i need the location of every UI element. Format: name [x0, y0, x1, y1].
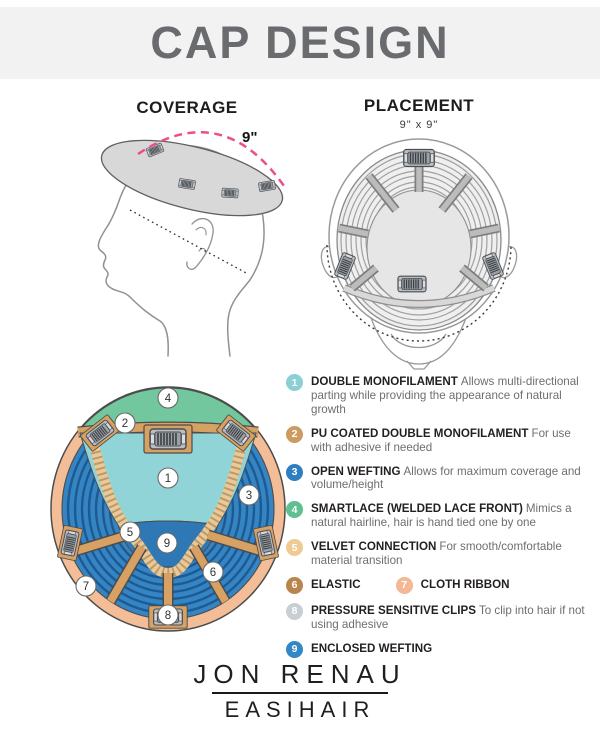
legend-item-desc: Allows for maximum coverage and volume/height [311, 464, 581, 492]
legend-item-title: SMARTLACE (WELDED LACE FRONT) [311, 502, 523, 516]
svg-text:7: 7 [82, 581, 90, 593]
callout-9 [157, 533, 177, 553]
brand-name-easihair: EASIHAIR [224, 697, 376, 722]
legend-number-badge: 7 [396, 577, 413, 594]
legend-item-desc: To clip into hair if not using adhesive [311, 603, 585, 631]
legend-item-title: VELVET CONNECTION [311, 540, 437, 554]
legend-number-badge: 8 [286, 603, 303, 620]
legend-item-4 [286, 501, 594, 530]
legend [286, 374, 594, 667]
svg-text:9: 9 [163, 538, 171, 550]
callout-7 [76, 576, 96, 596]
legend-number-badge: 5 [286, 539, 303, 556]
page-title: CAP DESIGN [150, 17, 450, 68]
legend-item-title: DOUBLE MONOFILAMENT [311, 375, 458, 388]
ear-outline [187, 219, 213, 270]
legend-item-3 [286, 464, 594, 493]
legend-item-6 [286, 577, 364, 594]
legend-number-badge: 4 [286, 501, 303, 518]
callout-8 [158, 605, 178, 625]
legend-item-desc: For use with adhesive if needed [311, 426, 571, 454]
legend-item-desc: Mimics a natural hairline, hair is hand tied one by one [311, 502, 572, 530]
legend-item-desc: For smooth/comfortable material transition [311, 540, 562, 568]
legend-item-9 [286, 641, 594, 658]
callout-2 [115, 413, 135, 433]
callout-3 [239, 485, 259, 505]
placement-size-label: 9" x 9" [399, 119, 439, 131]
svg-text:1: 1 [164, 473, 172, 485]
legend-item-title: ELASTIC [311, 577, 361, 591]
legend-item-title: CLOTH RIBBON [420, 577, 510, 591]
coverage-diagram [72, 118, 302, 358]
svg-text:8: 8 [164, 610, 172, 622]
cap-construction-diagram [48, 385, 288, 637]
svg-text:4: 4 [164, 393, 172, 405]
brand-logo [0, 659, 600, 723]
legend-item-1 [286, 374, 594, 417]
placement-title: PLACEMENT [363, 96, 475, 115]
svg-text:6: 6 [209, 567, 217, 579]
svg-text:3: 3 [245, 490, 253, 502]
cap-coverage-area [94, 125, 289, 230]
logo-divider [212, 692, 388, 694]
callout-6 [203, 562, 223, 582]
legend-number-badge: 9 [286, 641, 303, 658]
legend-item-5 [286, 539, 594, 568]
legend-item-7 [396, 577, 513, 594]
callout-4 [158, 388, 178, 408]
legend-item-2 [286, 426, 594, 455]
callout-5 [120, 522, 140, 542]
legend-row-6-7 [286, 577, 594, 594]
svg-text:2: 2 [121, 418, 129, 430]
legend-number-badge: 1 [286, 374, 303, 391]
nine-inch-label: 9" [242, 129, 258, 146]
callout-1 [158, 468, 178, 488]
legend-item-title: ENCLOSED WEFTING [311, 641, 433, 655]
legend-number-badge: 3 [286, 464, 303, 481]
legend-item-desc: Allows multi-directional parting while providing the appearance of natural growth [311, 375, 579, 416]
svg-text:5: 5 [126, 527, 134, 539]
legend-item-title: PU COATED DOUBLE MONOFILAMENT [311, 426, 529, 440]
header-band [0, 7, 600, 79]
placement-diagram [303, 118, 535, 370]
legend-item-title: OPEN WEFTING [311, 464, 401, 478]
legend-number-badge: 6 [286, 577, 303, 594]
legend-item-title: PRESSURE SENSITIVE CLIPS [311, 603, 476, 617]
brand-name-jon-renau: JON RENAU [193, 659, 407, 689]
coverage-title: COVERAGE [136, 98, 238, 117]
nape-dotted-line [130, 210, 248, 274]
legend-number-badge: 2 [286, 426, 303, 443]
legend-item-8 [286, 603, 594, 632]
